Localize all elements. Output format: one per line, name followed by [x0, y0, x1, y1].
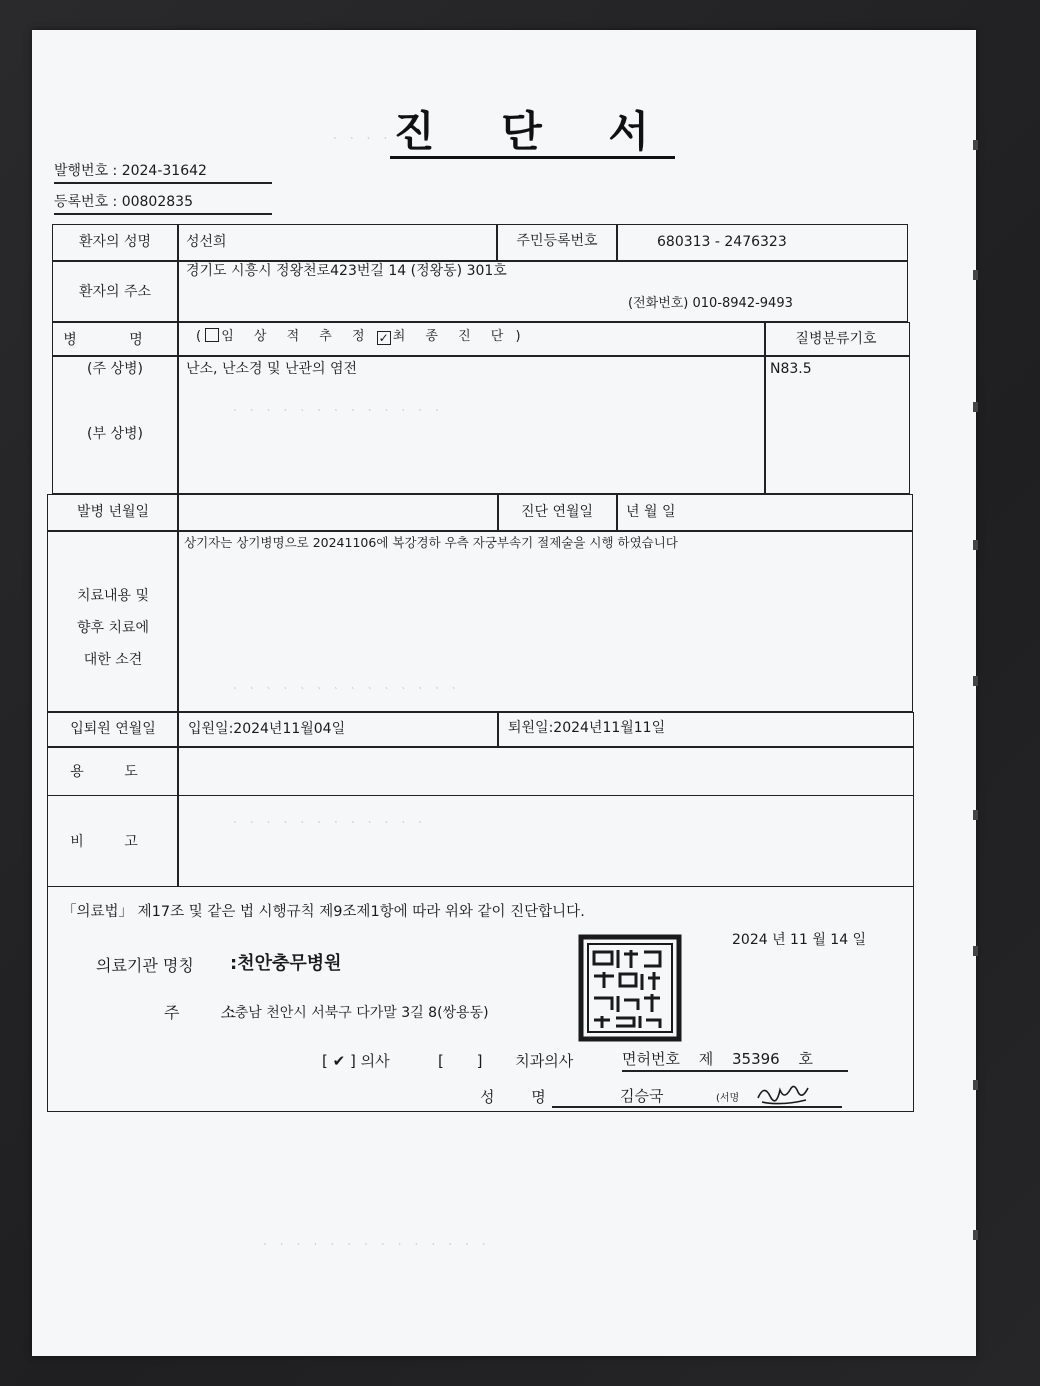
doctor-name: 김승국: [620, 1087, 664, 1105]
treatment-content: 상기자는 상기병명으로 20241106에 복강경하 우측 자궁부속기 절제술을 시행 하였습니다: [184, 535, 678, 550]
final-diagnosis-checkbox[interactable]: ✓: [378, 331, 389, 345]
treatment-label-line: 치료내용 및: [76, 588, 150, 604]
disease-code: N83.5: [770, 361, 812, 377]
disease-label: 병 명: [63, 332, 167, 348]
treatment-label-line: 향후 치료에: [76, 620, 150, 636]
issue-date: 2024 년 11 월 14 일: [732, 932, 867, 948]
patient-address: 경기도 시흥시 정왕천로423번길 14 (정왕동) 301호: [186, 263, 507, 279]
divider: [616, 224, 618, 261]
certification-statement: 「의료법」 제17조 및 같은 법 시행규칙 제9조제1항에 따라 위와 같이 진단합니다.: [62, 904, 585, 920]
edge-mark: [973, 540, 978, 550]
clinical-estimate-checkbox[interactable]: [205, 328, 219, 342]
divider: [177, 712, 179, 747]
show-through-mark: ㆍ ㆍ ㆍ ㆍ ㆍ ㆍ ㆍ ㆍ ㆍ ㆍ ㆍ ㆍ: [230, 818, 427, 829]
institution-name: :천안충무병원: [230, 953, 342, 974]
edge-mark: [973, 946, 978, 956]
onset-date-label: 발병 년월일: [76, 504, 150, 520]
registration-number: 등록번호 : 00802835: [54, 191, 272, 215]
rrn-label: 주민등록번호: [516, 233, 598, 249]
admission-label: 입퇴원 연월일: [70, 721, 156, 737]
license-underline: [622, 1070, 848, 1072]
disease-type-options: [196, 328, 521, 346]
document-title: 진 단 서: [390, 108, 675, 159]
patient-phone: (전화번호) 010-8942-9493: [628, 296, 793, 311]
patient-name-label: 환자의 성명: [78, 234, 152, 250]
edge-mark: [973, 140, 978, 150]
signature-label: (서명: [716, 1093, 740, 1104]
discharge-date: 퇴원일:2024년11월11일: [508, 720, 666, 736]
open-paren: (: [196, 329, 202, 344]
edge-mark: [973, 810, 978, 820]
divider: [177, 494, 179, 531]
final-diagnosis-label: 최 종 진 단: [392, 329, 512, 344]
divider: [177, 322, 179, 493]
show-through-mark: ㆍ ㆍ ㆍ ㆍ ㆍ ㆍ ㆍ ㆍ ㆍ ㆍ ㆍ ㆍ ㆍ ㆍ: [260, 1240, 491, 1251]
diagnosis-date-label: 진단 연월일: [520, 504, 594, 520]
treatment-label: [50, 580, 176, 676]
doctor-signature-icon: [754, 1080, 814, 1108]
divider: [177, 530, 179, 711]
license-number: 면허번호 제 35396 호: [622, 1050, 813, 1068]
patient-name: 성선희: [186, 234, 227, 250]
close-paren: ): [515, 329, 521, 344]
diagnosis-date: 년 월 일: [626, 504, 676, 520]
edge-mark: [973, 1080, 978, 1090]
clinical-estimate-label: 임 상 적 추 정: [221, 329, 373, 344]
institution-address: :충남 천안시 서북구 다가말 3길 8(쌍용동): [230, 1005, 489, 1021]
divider: [177, 746, 179, 795]
sub-disease-label: (부 상병): [87, 426, 143, 442]
show-through-mark: ㆍ ㆍ ㆍ ㆍ: [330, 134, 393, 145]
institution-name-label: 의료기관 명칭: [96, 956, 194, 975]
edge-mark: [973, 1230, 978, 1240]
official-seal-icon: [578, 934, 682, 1042]
admission-date: 입원일:2024년11월04일: [188, 721, 346, 737]
divider: [177, 795, 179, 886]
treatment-label-line: 대한 소견: [83, 652, 143, 668]
patient-address-label: 환자의 주소: [78, 284, 152, 300]
divider: [616, 494, 618, 531]
rrn-value: 680313 - 2476323: [657, 234, 787, 250]
divider: [497, 712, 499, 747]
doctor-name-label: 성 명: [480, 1088, 562, 1106]
edge-mark: [973, 270, 978, 280]
edge-mark: [973, 402, 978, 412]
show-through-mark: ㆍ ㆍ ㆍ ㆍ ㆍ ㆍ ㆍ ㆍ ㆍ ㆍ ㆍ ㆍ ㆍ ㆍ: [230, 684, 461, 695]
divider: [52, 355, 909, 357]
main-disease: 난소, 난소경 및 난관의 염전: [186, 361, 358, 377]
main-disease-label: (주 상병): [87, 361, 143, 377]
dentist-checkbox[interactable]: [ ] 치과의사: [438, 1052, 574, 1070]
physician-checkbox[interactable]: [ ✔ ] 의사: [322, 1052, 390, 1070]
show-through-mark: ㆍ ㆍ ㆍ ㆍ ㆍ ㆍ ㆍ ㆍ ㆍ ㆍ ㆍ ㆍ ㆍ: [230, 406, 444, 417]
divider: [177, 224, 179, 321]
issue-number: 발행번호 : 2024-31642: [54, 160, 272, 184]
disease-code-label: 질병분류기호: [795, 331, 877, 347]
institution-address-label: 주 소: [164, 1003, 254, 1022]
name-underline: [552, 1106, 842, 1108]
edge-mark: [973, 676, 978, 686]
purpose-label: 용 도: [70, 764, 156, 780]
remarks-label: 비 고: [70, 834, 156, 850]
